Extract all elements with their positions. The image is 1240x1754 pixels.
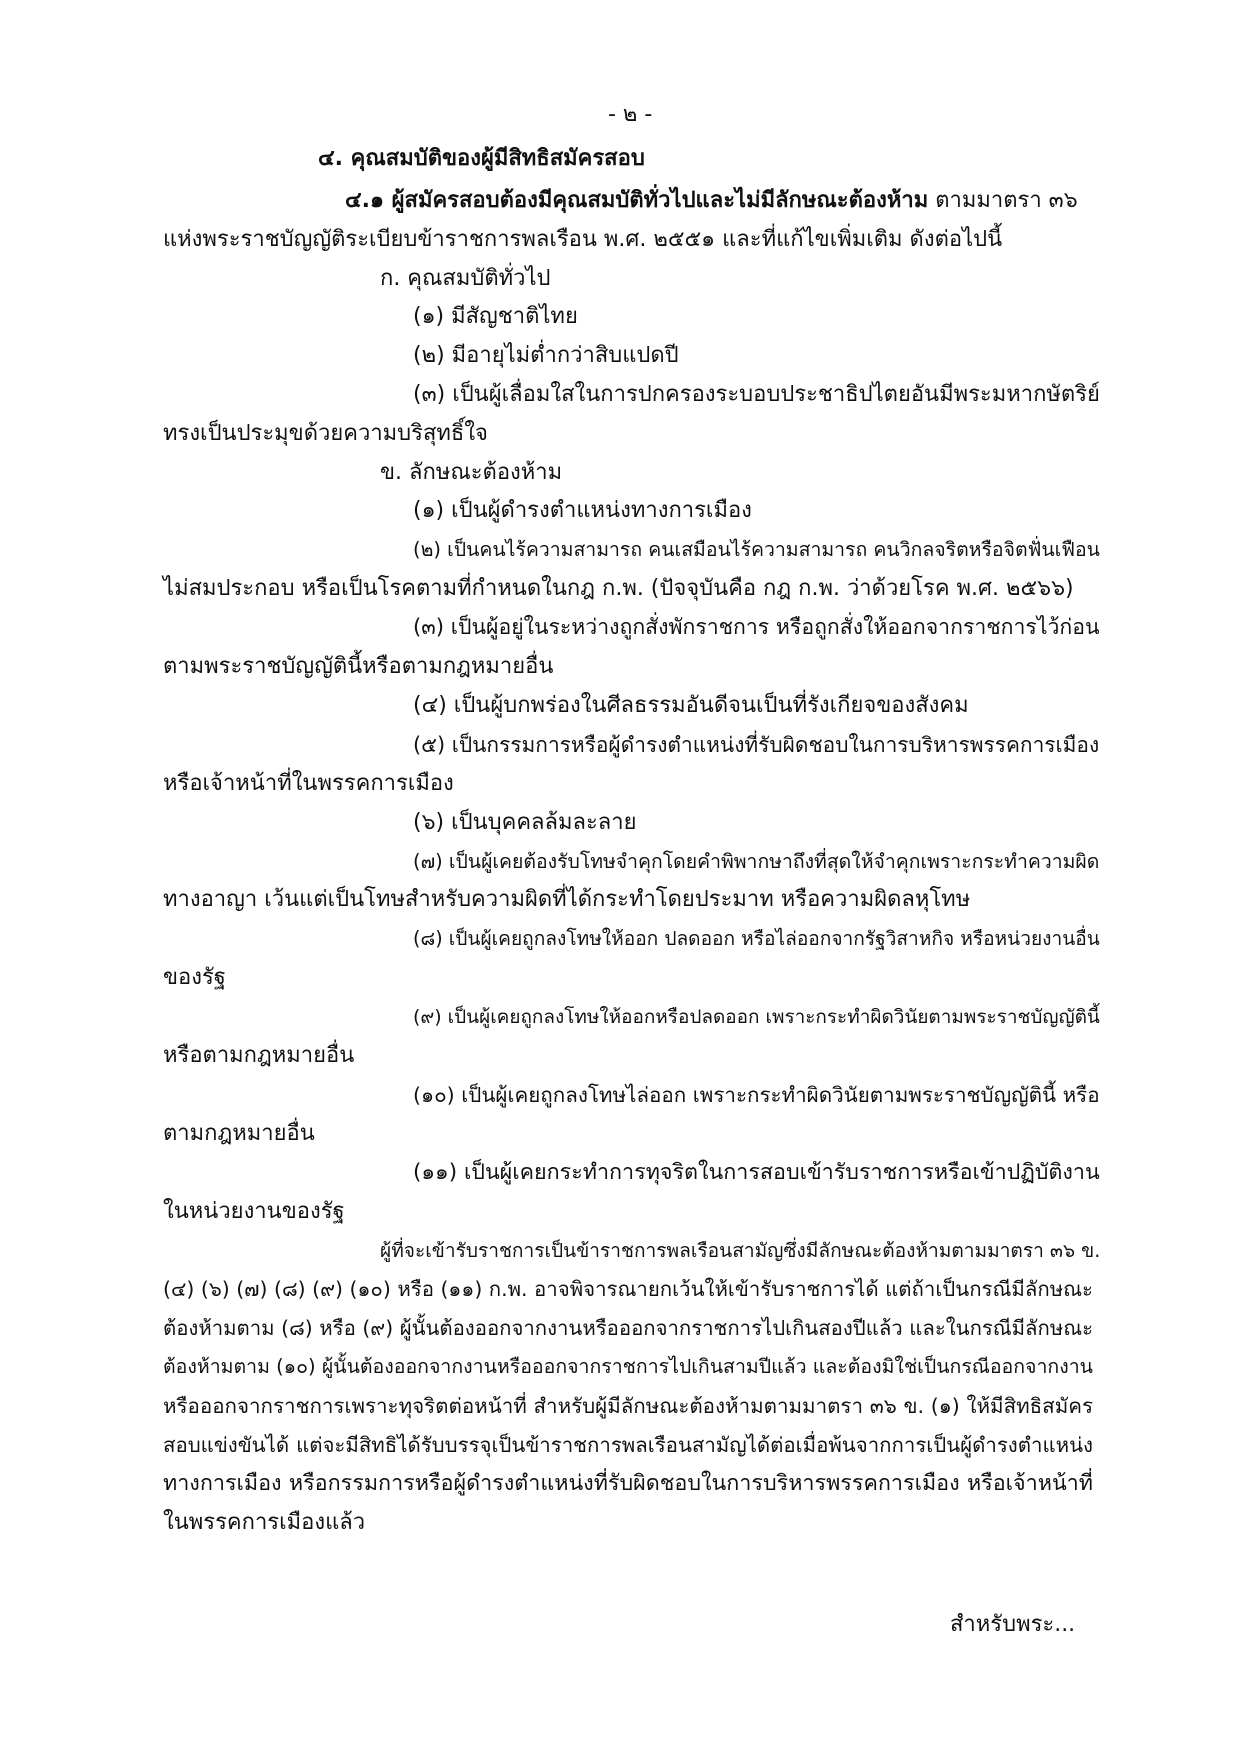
prohibition-item-4: (๔) เป็นผู้บกพร่องในศีลธรรมอันดีจนเป็นที่รังเกียจของสังคม [413,693,969,718]
prohibition-item-2-continuation: ไม่สมประกอบ หรือเป็นโรคตามที่กำหนดในกฎ ก.พ. (ปัจจุบันคือ กฎ ก.พ. ว่าด้วยโรค พ.ศ. ๒๕๖๖) [163,576,1074,601]
general-qualifications-heading: ก. คุณสมบัติทั่วไป [380,266,551,291]
general-item-3: (๓) เป็นผู้เลื่อมใสในการปกครองระบอบประชาธิปไตยอันมีพระมหากษัตริย์ [413,382,1100,407]
exemption-paragraph-line-2: (๔) (๖) (๗) (๘) (๙) (๑๐) หรือ (๑๑) ก.พ. อาจพิจารณายกเว้นให้เข้ารับราชการได้ แต่ถ้าเป็นกรณีมีลักษณะ [163,1277,1093,1301]
exemption-paragraph-line-3: ต้องห้ามตาม (๘) หรือ (๙) ผู้นั้นต้องออกจากงานหรือออกจากราชการไปเกินสองปีแล้ว และในกรณีมีลักษณะ [163,1316,1093,1340]
general-item-1: (๑) มีสัญชาติไทย [413,304,578,329]
page-number: - ๒ - [608,102,653,127]
general-item-2: (๒) มีอายุไม่ต่ำกว่าสิบแปดปี [413,343,679,368]
prohibition-item-11: (๑๑) เป็นผู้เคยกระทำการทุจริตในการสอบเข้ารับราชการหรือเข้าปฏิบัติงาน [413,1160,1100,1185]
continuation-text: สำหรับพระ... [950,1612,1076,1637]
exemption-paragraph-line-4: ต้องห้ามตาม (๑๐) ผู้นั้นต้องออกจากงานหรือออกจากราชการไปเกินสามปีแล้ว และต้องมิใช่เป็นกรณีออกจากงาน [163,1355,1093,1378]
prohibition-item-3: (๓) เป็นผู้อยู่ในระหว่างถูกสั่งพักราชการ หรือถูกสั่งให้ออกจากราชการไว้ก่อน [413,615,1100,640]
prohibition-item-1: (๑) เป็นผู้ดำรงตำแหน่งทางการเมือง [413,498,752,523]
subsection-4-1-continuation: แห่งพระราชบัญญัติระเบียบข้าราชการพลเรือน พ.ศ. ๒๕๕๑ และที่แก้ไขเพิ่มเติม ดังต่อไปนี้ [163,227,1003,252]
general-item-3-continuation: ทรงเป็นประมุขด้วยความบริสุทธิ์ใจ [163,421,488,446]
subsection-4-1-bold: ๔.๑ ผู้สมัครสอบต้องมีคุณสมบัติทั่วไปและไม่มีลักษณะต้องห้าม [345,188,929,213]
prohibition-item-8: (๘) เป็นผู้เคยถูกลงโทษให้ออก ปลดออก หรือไล่ออกจากรัฐวิสาหกิจ หรือหน่วยงานอื่น [413,927,1100,950]
subsection-4-1-rest: ตามมาตรา ๓๖ [928,188,1078,213]
prohibition-item-10: (๑๐) เป็นผู้เคยถูกลงโทษไล่ออก เพราะกระทำผิดวินัยตามพระราชบัญญัตินี้ หรือ [413,1083,1100,1107]
prohibition-item-9: (๙) เป็นผู้เคยถูกลงโทษให้ออกหรือปลดออก เพราะกระทำผิดวินัยตามพระราชบัญญัตินี้ [413,1006,1100,1028]
prohibition-item-8-continuation: ของรัฐ [163,965,226,990]
section-heading: ๔. คุณสมบัติของผู้มีสิทธิสมัครสอบ [318,146,645,171]
prohibition-item-7: (๗) เป็นผู้เคยต้องรับโทษจำคุกโดยคำพิพากษาถึงที่สุดให้จำคุกเพราะกระทำความผิด [413,850,1100,873]
prohibitions-heading: ข. ลักษณะต้องห้าม [380,460,563,485]
subsection-4-1 [345,186,1078,216]
prohibition-item-5: (๕) เป็นกรรมการหรือผู้ดำรงตำแหน่งที่รับผิดชอบในการบริหารพรรคการเมือง [413,733,1100,757]
exemption-paragraph-line-5: หรือออกจากราชการเพราะทุจริตต่อหน้าที่ สำหรับผู้มีลักษณะต้องห้ามตามมาตรา ๓๖ ข. (๑) ให้มีสิทธิสมัคร [163,1394,1093,1418]
prohibition-item-3-continuation: ตามพระราชบัญญัตินี้หรือตามกฎหมายอื่น [163,654,554,679]
prohibition-item-10-continuation: ตามกฎหมายอื่น [163,1121,315,1146]
exemption-paragraph-line-6: สอบแข่งขันได้ แต่จะมีสิทธิได้รับบรรจุเป็นข้าราชการพลเรือนสามัญได้ต่อเมื่อพ้นจากการเป็นผู้ดำรงตำแหน่ง [163,1433,1093,1457]
exemption-paragraph-line-8: ในพรรคการเมืองแล้ว [163,1510,366,1535]
prohibition-item-6: (๖) เป็นบุคคลล้มละลาย [413,810,637,835]
prohibition-item-9-continuation: หรือตามกฎหมายอื่น [163,1043,355,1068]
exemption-paragraph-line-7: ทางการเมือง หรือกรรมการหรือผู้ดำรงตำแหน่งที่รับผิดชอบในการบริหารพรรคการเมือง หรือเจ้าหน้าที่ [163,1471,1093,1496]
prohibition-item-5-continuation: หรือเจ้าหน้าที่ในพรรคการเมือง [163,771,454,796]
prohibition-item-7-continuation: ทางอาญา เว้นแต่เป็นโทษสำหรับความผิดที่ได้กระทำโดยประมาท หรือความผิดลหุโทษ [163,887,971,912]
prohibition-item-2: (๒) เป็นคนไร้ความสามารถ คนเสมือนไร้ความสามารถ คนวิกลจริตหรือจิตฟั่นเฟือน [413,538,1100,561]
prohibition-item-11-continuation: ในหน่วยงานของรัฐ [163,1199,345,1224]
exemption-paragraph-line-1: ผู้ที่จะเข้ารับราชการเป็นข้าราชการพลเรือนสามัญซึ่งมีลักษณะต้องห้ามตามมาตรา ๓๖ ข. [380,1239,1101,1262]
